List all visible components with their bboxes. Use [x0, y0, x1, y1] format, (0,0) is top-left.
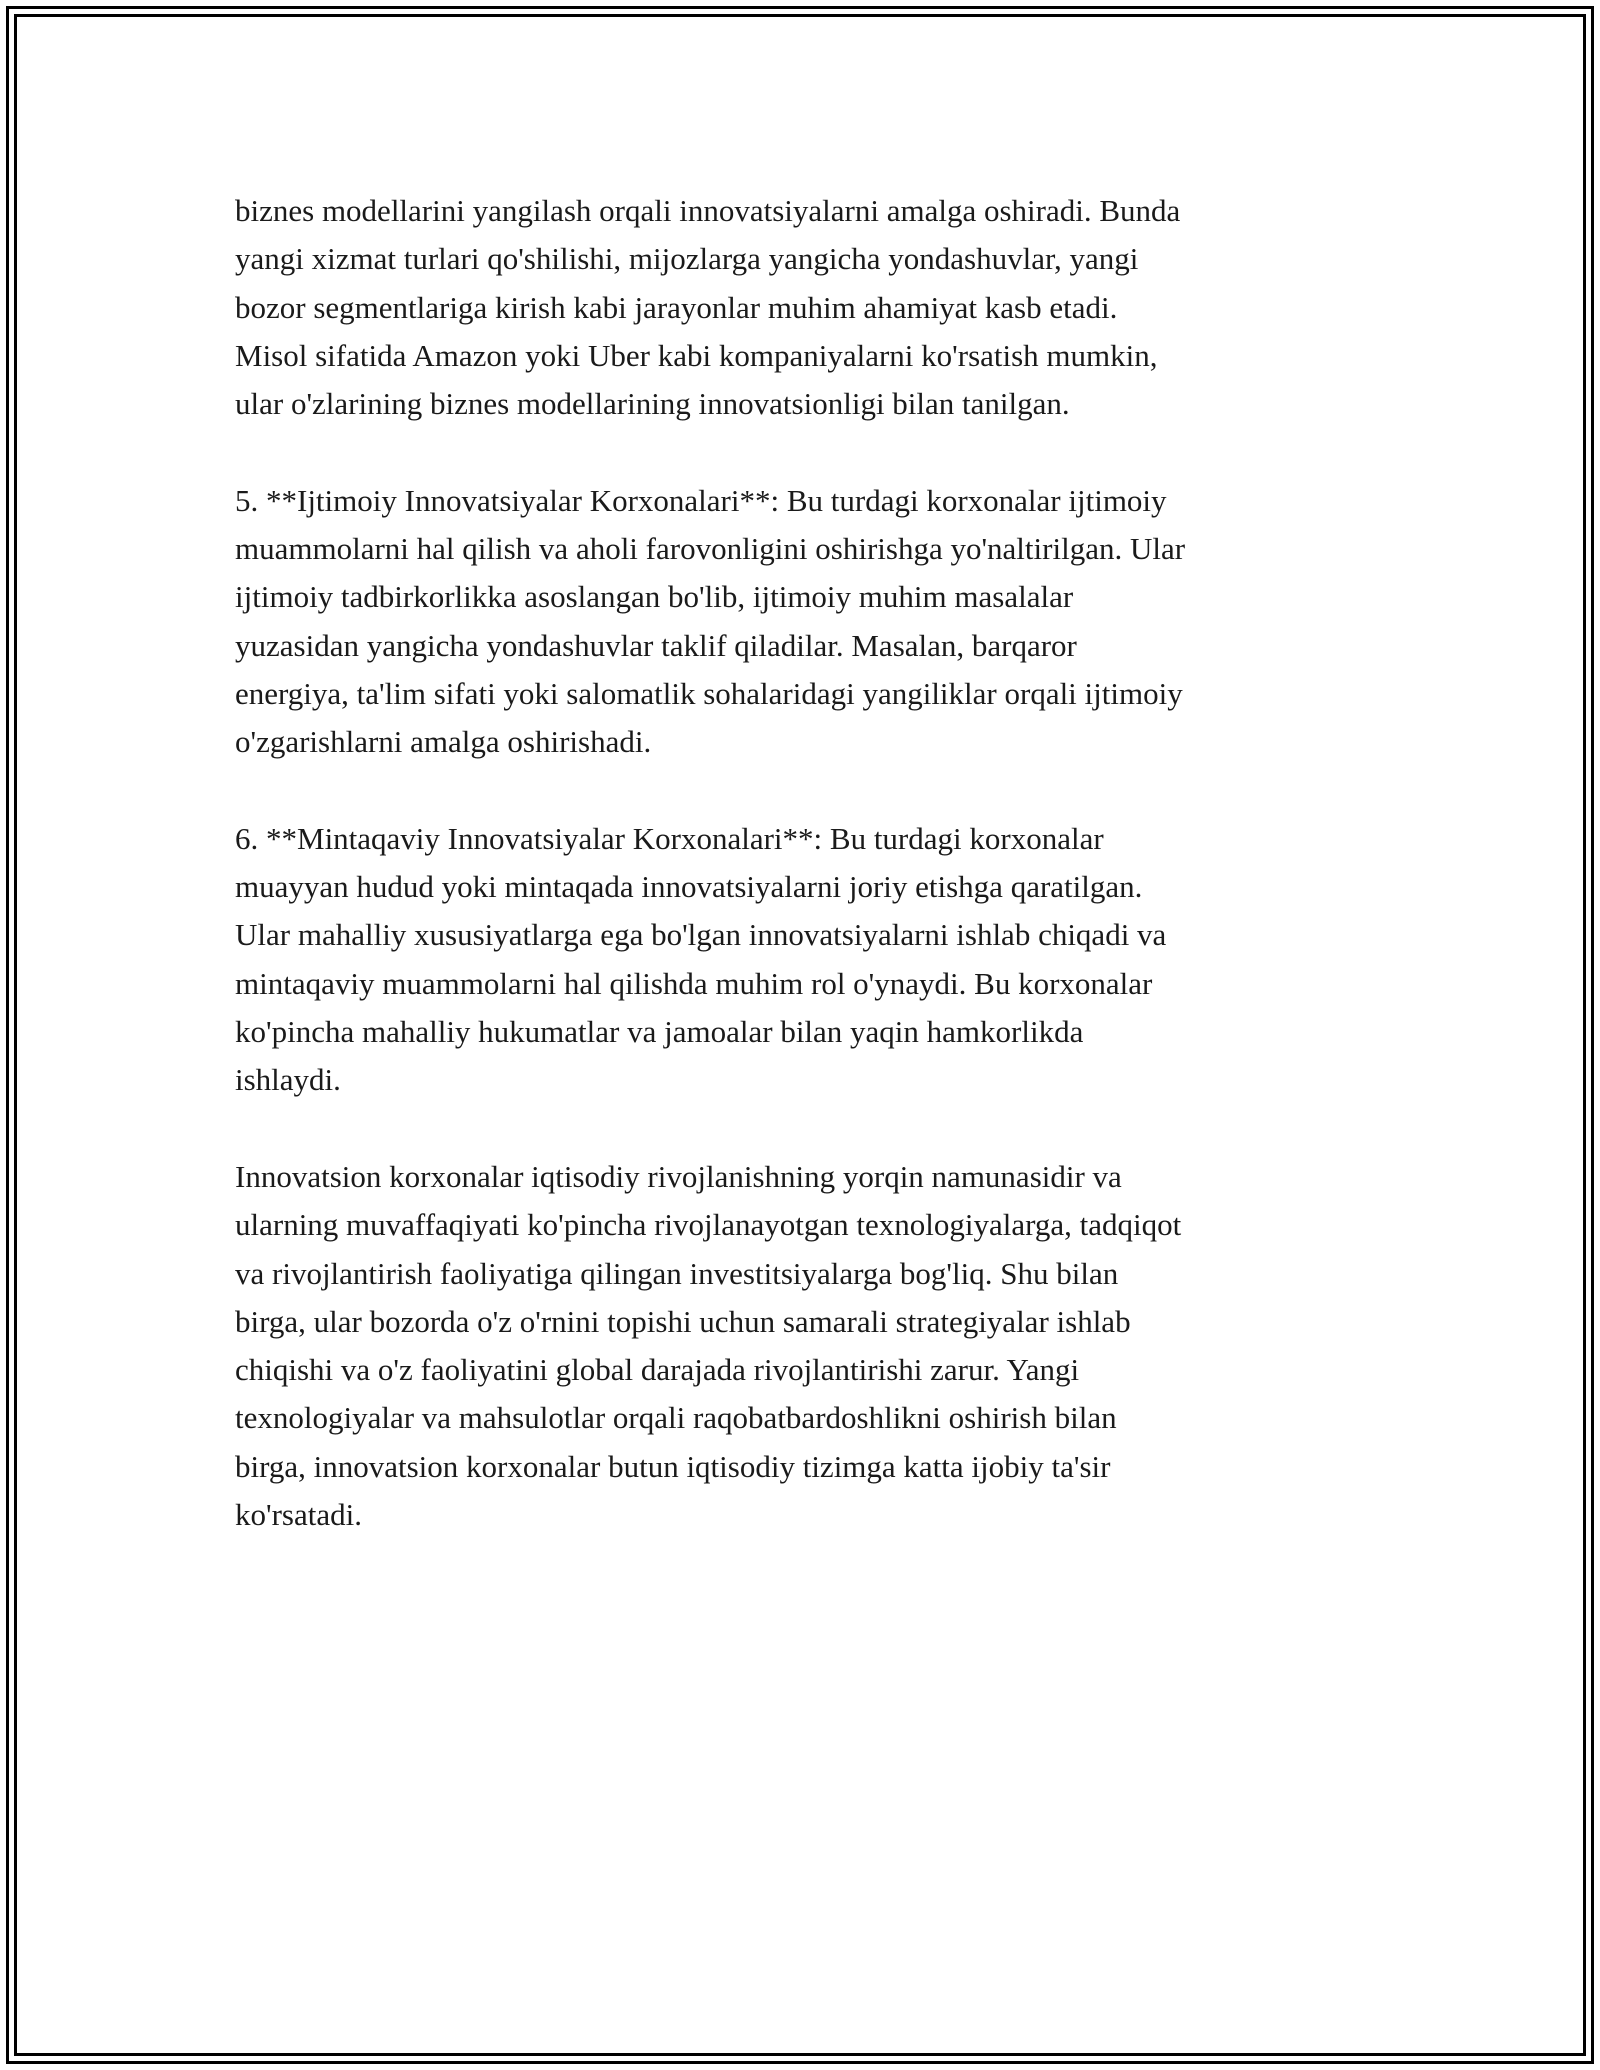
document-body — [235, 187, 1365, 1588]
paragraph-conclusion: Innovatsion korxonalar iqtisodiy rivojlanishning yorqin namunasidir va ularning muvaffaqiyati ko'pincha rivojlanayotgan texnologiyalarga, tadqiqot va rivojlantirish faoliyatiga qilingan investitsiyalarga bog'liq. Shu bilan birga, ular bozorda o'z o'rnini topishi uchun samarali strategiyalar ishlab chiqishi va o'z faoliyatini global darajada rivojlantirishi zarur. Yangi texnologiyalar va mahsulotlar orqali raqobatbardoshlikni oshirish bilan birga, innovatsion korxonalar butun iqtisodiy tizimga katta ijobiy ta'sir ko'rsatadi. — [235, 1158, 1182, 1533]
paragraph-business-model-innovation: biznes modellarini yangilash orqali innovatsiyalarni amalga oshiradi. Bunda yangi xizmat turlari qo'shilishi, mijozlarga yangicha yondashuvlar, yangi bozor segmentlariga kirish kabi jarayonlar muhim ahamiyat kasb etadi. Misol sifatida Amazon yoki Uber kabi kompaniyalarni ko'rsatish mumkin, ular o'zlarining biznes modellarining innovatsionligi bilan tanilgan. — [235, 193, 1181, 422]
paragraph-social-innovation-enterprises: 5. **Ijtimoiy Innovatsiyalar Korxonalari**: Bu turdagi korxonalar ijtimoiy muammolarni hal qilish va aholi farovonligini oshirishga yo'naltirilgan. Ular ijtimoiy tadbirkorlikka asoslangan bo'lib, ijtimoiy muhim masalalar yuzasidan yangicha yondashuvlar taklif qiladilar. Masalan, barqaror energiya, ta'lim sifati yoki salomatlik sohalaridagi yangiliklar orqali ijtimoiy o'zgarishlarni amalga oshirishadi. — [235, 482, 1186, 760]
paragraph-regional-innovation-enterprises: 6. **Mintaqaviy Innovatsiyalar Korxonalari**: Bu turdagi korxonalar muayyan hudud yoki mintaqada innovatsiyalarni joriy etishga qaratilgan. Ular mahalliy xususiyatlarga ega bo'lgan innovatsiyalarni ishlab chiqadi va mintaqaviy muammolarni hal qilishda muhim rol o'ynaydi. Bu korxonalar ko'pincha mahalliy hukumatlar va jamoalar bilan yaqin hamkorlikda ishlaydi. — [235, 820, 1167, 1098]
